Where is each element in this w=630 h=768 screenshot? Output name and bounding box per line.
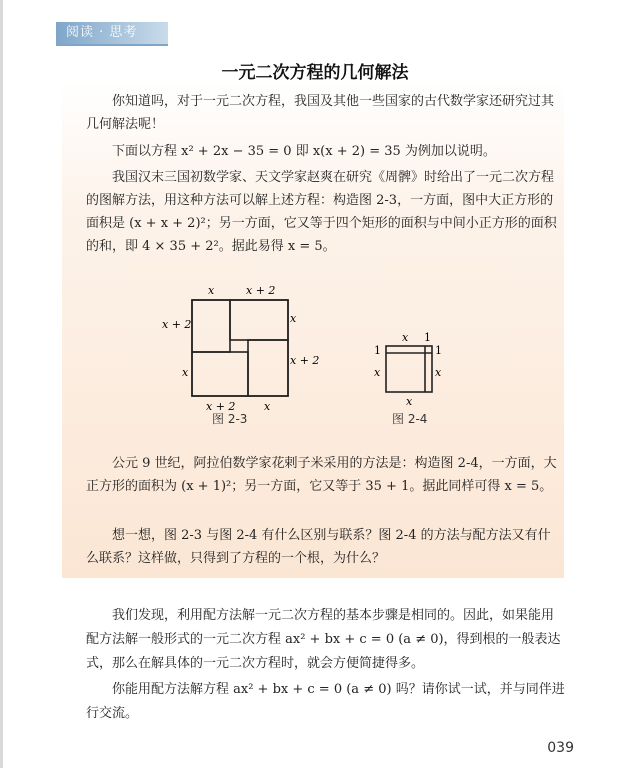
fig24-label-bottom-x: x [406,395,413,408]
page-number: 039 [547,740,574,756]
paragraph-example-text: 下面以方程 x² + 2x − 35 = 0 即 x(x + 2) = 35 为例加以说明。 [112,144,496,159]
fig23-label-top-x: x [208,284,215,297]
figure-2-4-caption: 图 2-4 [392,412,428,426]
paragraph-example [86,140,562,163]
fig23-label-left-x2: x + 2 [162,318,192,331]
paragraph-zhao-shuang-text: 我国汉末三国初数学家、天文学家赵爽在研究《周髀》时给出了一元二次方程的图解方法，用这种方法可以解上述方程：构造图 2-3，一方面，图中大正方形的面积是 (x + x + 2)²；另一方面，它又等于四个矩形的面积与中间小正方形的面积的和，即 4 × 35 + 2²。据此易得 x = 5。 [86,170,557,254]
fig24-label-left-1: 1 [374,344,381,357]
paragraph-alkhwarizmi [86,452,562,498]
fig24-label-top-1: 1 [424,331,431,344]
paragraph-think-text: 想一想，图 2-3 与图 2-4 有什么区别与联系？图 2-4 的方法与配方法又有什么联系？这样做，只得到了方程的一个根，为什么？ [86,528,551,566]
fig23-label-right-x2: x + 2 [290,354,320,367]
paragraph-summary-text: 我们发现，利用配方法解一元二次方程的基本步骤是相同的。因此，如果能用配方法解一般形式的一元二次方程 ax² + bx + c = 0 (a ≠ 0)，得到根的一般表达式，那么在解具体的一元二次方程时，就会方便简捷得多。 [86,608,561,671]
fig23-rect-bottom [248,340,288,396]
article-title: 一元二次方程的几何解法 [221,63,409,83]
fig23-rect-right [230,300,288,340]
fig23-outer-square [192,300,288,396]
fig23-rect-left [192,352,248,396]
paragraph-alkhwarizmi-text: 公元 9 世纪，阿拉伯数学家花剌子米采用的方法是：构造图 2-4，一方面，大正方形的面积为 (x + 1)²；另一方面，它又等于 35 + 1。据此同样可得 x = 5。 [86,456,557,494]
paragraph-summary [86,604,566,676]
fig24-label-top-x: x [402,331,409,344]
fig23-label-right-x: x [290,312,297,325]
paragraph-exercise-text: 你能用配方法解方程 ax² + bx + c = 0 (a ≠ 0) 吗？请你试一试，并与同伴进行交流。 [86,682,565,721]
fig23-label-bottom-x2: x + 2 [206,400,236,413]
fig23-label-top-x2: x + 2 [246,284,276,297]
paragraph-intro [86,90,562,136]
paragraph-think [86,524,562,570]
paragraph-zhao-shuang [86,166,562,258]
fig23-label-left-x: x [182,366,189,379]
section-tag: 阅读 · 思考 [56,22,168,44]
fig23-label-bottom-x: x [264,400,271,413]
paragraph-exercise [86,678,566,726]
figure-2-4 [368,330,448,410]
fig23-rect-top [192,300,230,352]
fig24-label-right-1: 1 [435,344,442,357]
figure-2-3-caption: 图 2-3 [212,412,248,426]
fig24-label-left-x: x [374,366,381,379]
paragraph-intro-text: 你知道吗，对于一元二次方程，我国及其他一些国家的古代数学家还研究过其几何解法呢！ [86,94,555,132]
section-tag-underline [56,44,168,46]
figure-2-3 [160,282,330,424]
fig24-label-right-x: x [435,366,442,379]
